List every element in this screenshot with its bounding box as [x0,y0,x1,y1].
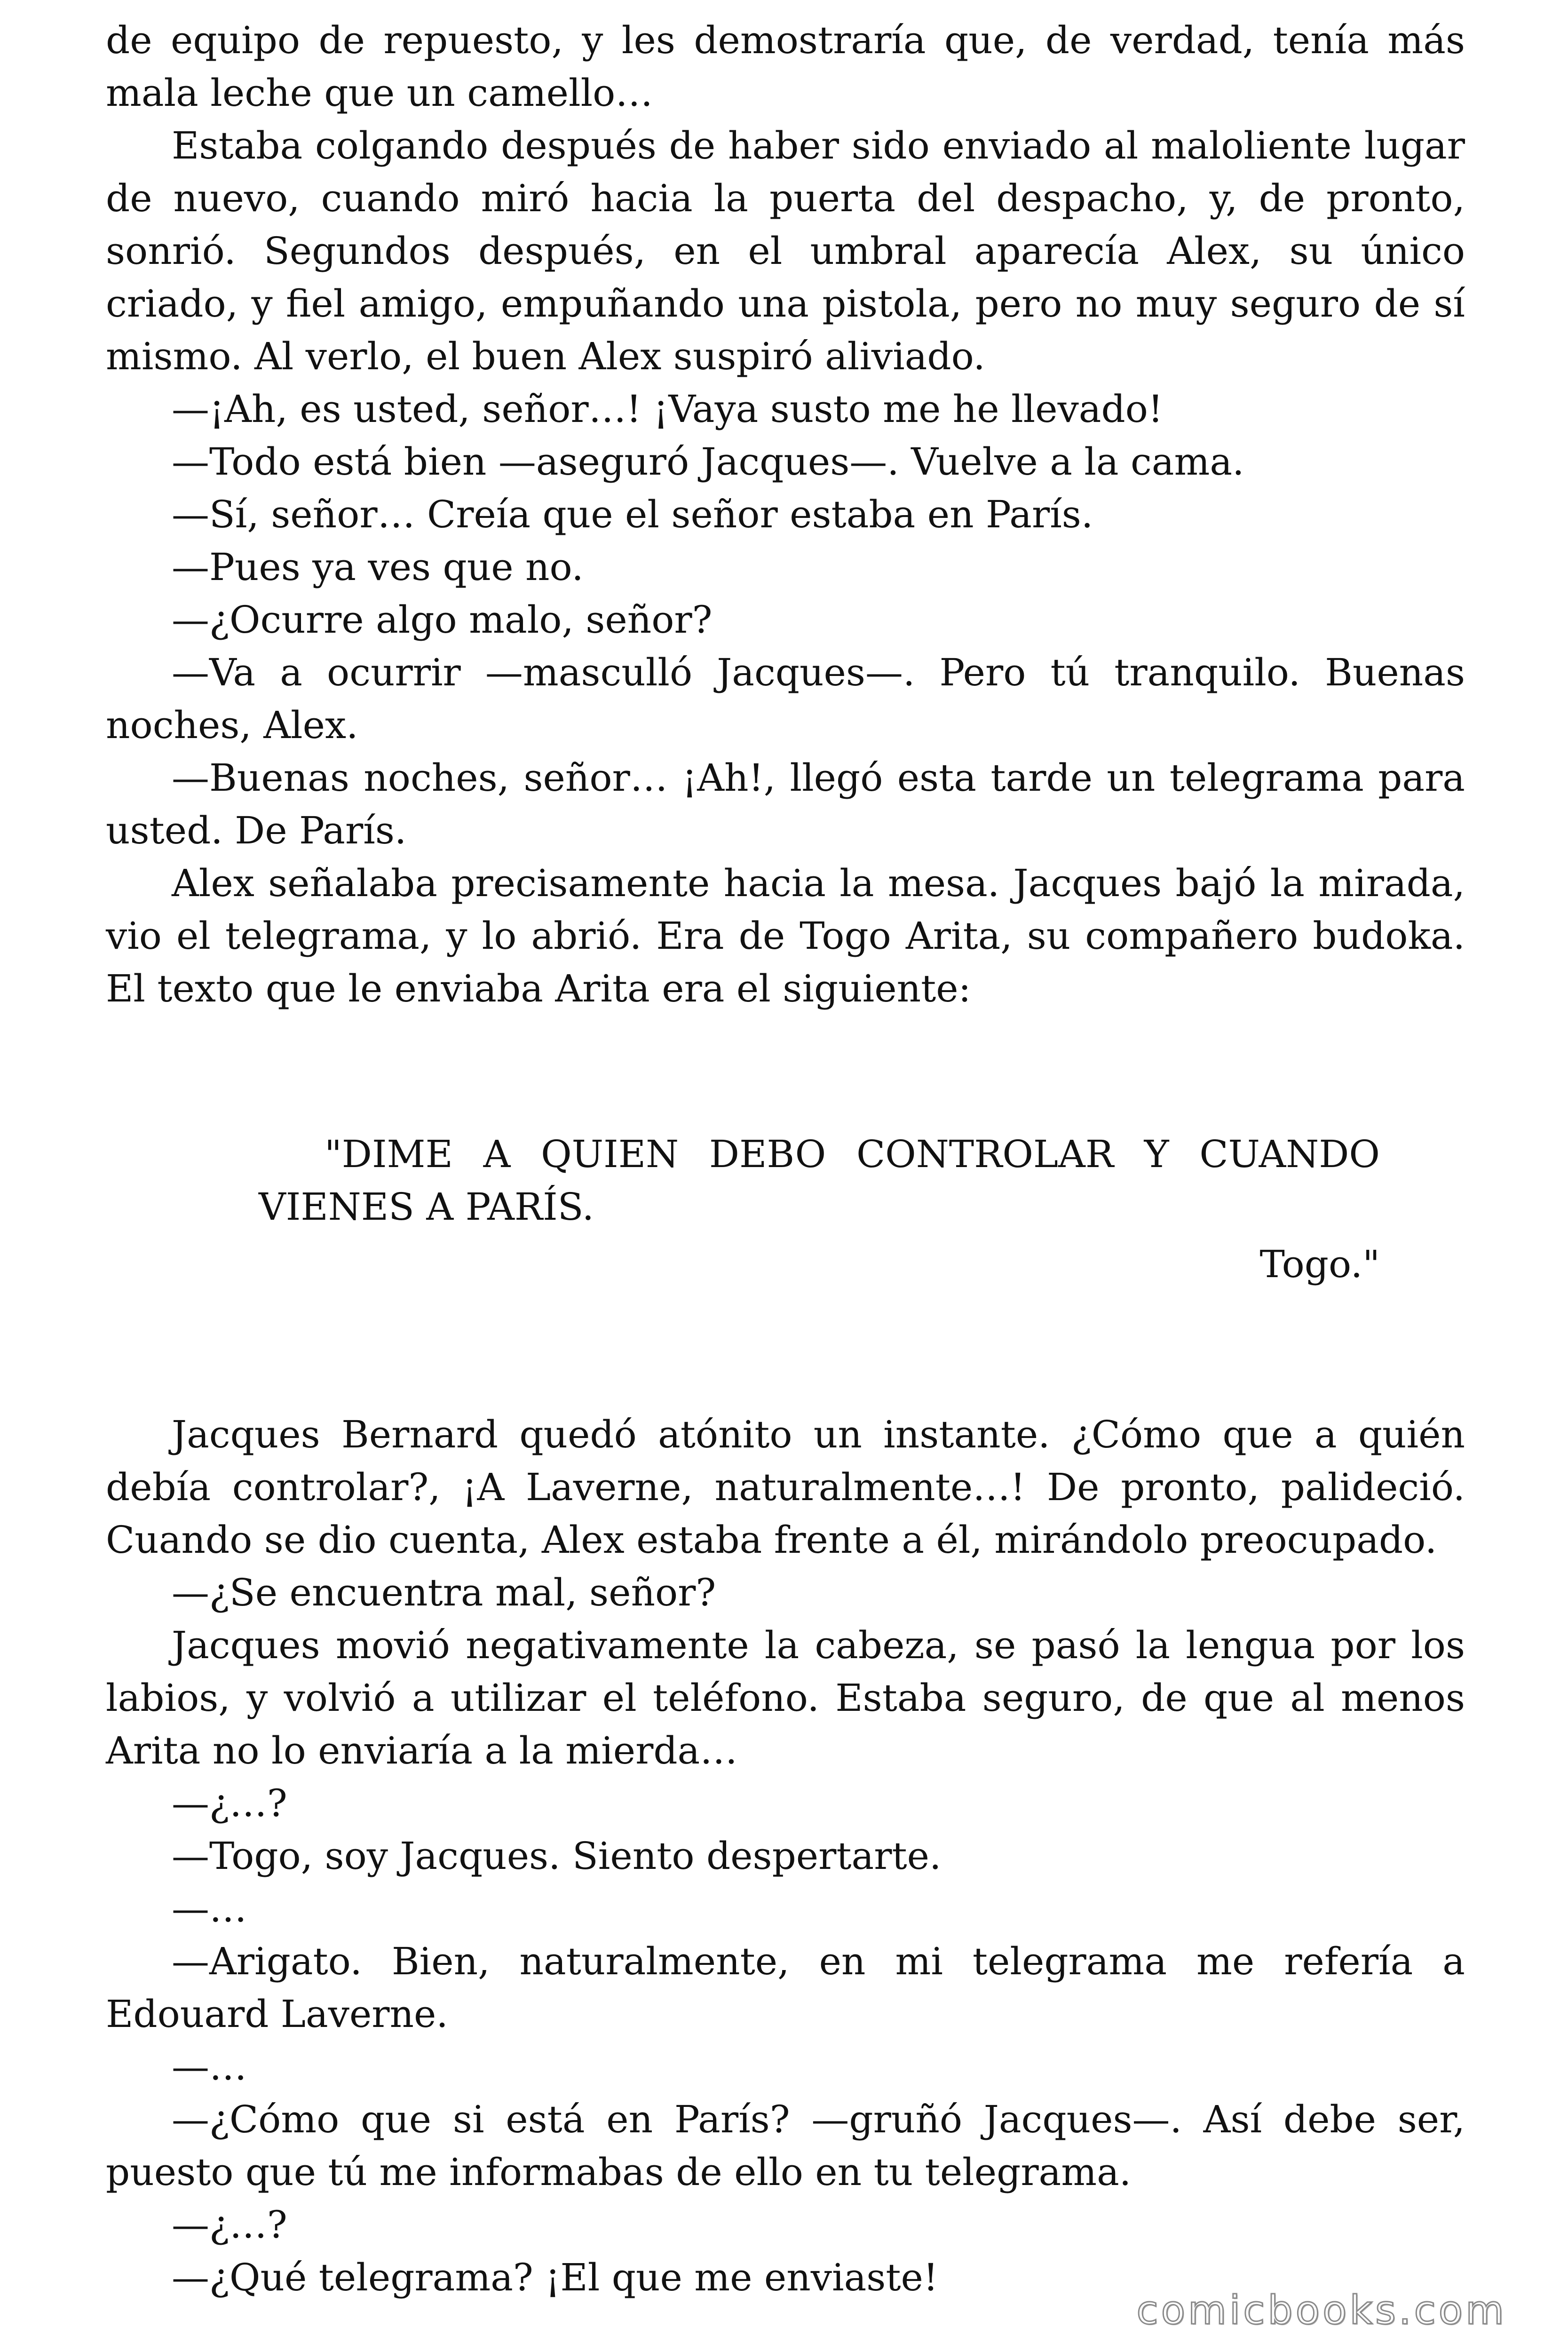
book-page [106,14,1465,2304]
dialogue-line: —Buenas noches, señor… ¡Ah!, llegó esta tarde un telegrama para usted. De París. [106,756,1465,852]
dialogue-line: —… [172,2045,247,2089]
telegram-block [259,1128,1380,1291]
paragraph: Alex señalaba precisamente hacia la mesa. Jacques bajó la mirada, vio el telegrama, y lo abrió. Era de Togo Arita, su compañero budoka. El texto que le enviaba Arita era el siguiente: [106,861,1465,1010]
dialogue-line: —¿Ocurre algo malo, señor? [172,598,713,642]
paragraph: Jacques movió negativamente la cabeza, se pasó la lengua por los labios, y volvió a utilizar el teléfono. Estaba seguro, de que al menos Arita no lo enviaría a la mierda… [106,1623,1465,1772]
dialogue-line: —¡Ah, es usted, señor…! ¡Vaya susto me he llevado! [172,387,1164,431]
paragraph: Jacques Bernard quedó atónito un instante. ¿Cómo que a quién debía controlar?, ¡A Laverne, naturalmente…! De pronto, palideció. Cuando se dio cuenta, Alex estaba frente a él, mirándolo preocupado. [106,1413,1465,1562]
dialogue-line: —… [172,1887,247,1931]
watermark: comicbooks.com [1136,2287,1507,2333]
dialogue-line: —Todo está bien —aseguró Jacques—. Vuelve a la cama. [172,440,1244,484]
paragraph: Estaba colgando después de haber sido enviado al maloliente lugar de nuevo, cuando miró hacia la puerta del despacho, y, de pronto, sonrió. Segundos después, en el umbral aparecía Alex, su único criado, y fiel amigo, empuñando una pistola, pero no muy seguro de sí mismo. Al verlo, el buen Alex suspiró aliviado. [106,124,1465,378]
dialogue-line: —Togo, soy Jacques. Siento despertarte. [172,1834,942,1878]
dialogue-line: —¿…? [172,1781,287,1825]
dialogue-line: —¿Se encuentra mal, señor? [172,1571,716,1614]
dialogue-line: —Pues ya ves que no. [172,545,584,589]
dialogue-line: —Sí, señor… Creía que el señor estaba en París. [172,493,1093,536]
dialogue-line: —Va a ocurrir —masculló Jacques—. Pero tú tranquilo. Buenas noches, Alex. [106,651,1465,747]
telegram-text: "DIME A QUIEN DEBO CONTROLAR Y CUANDO VIENES A PARÍS. [259,1132,1380,1229]
dialogue-line: —Arigato. Bien, naturalmente, en mi telegrama me refería a Edouard Laverne. [106,1939,1465,2036]
dialogue-line: —¿Qué telegrama? ¡El que me enviaste! [172,2256,938,2299]
paragraph: de equipo de repuesto, y les demostraría que, de verdad, tenía más mala leche que un camello… [106,18,1465,115]
dialogue-line: —¿Cómo que si está en París? —gruñó Jacques—. Así debe ser, puesto que tú me informabas de ello en tu telegrama. [106,2098,1465,2194]
telegram-signature: Togo." [1259,1242,1380,1286]
dialogue-line: —¿…? [172,2203,287,2247]
